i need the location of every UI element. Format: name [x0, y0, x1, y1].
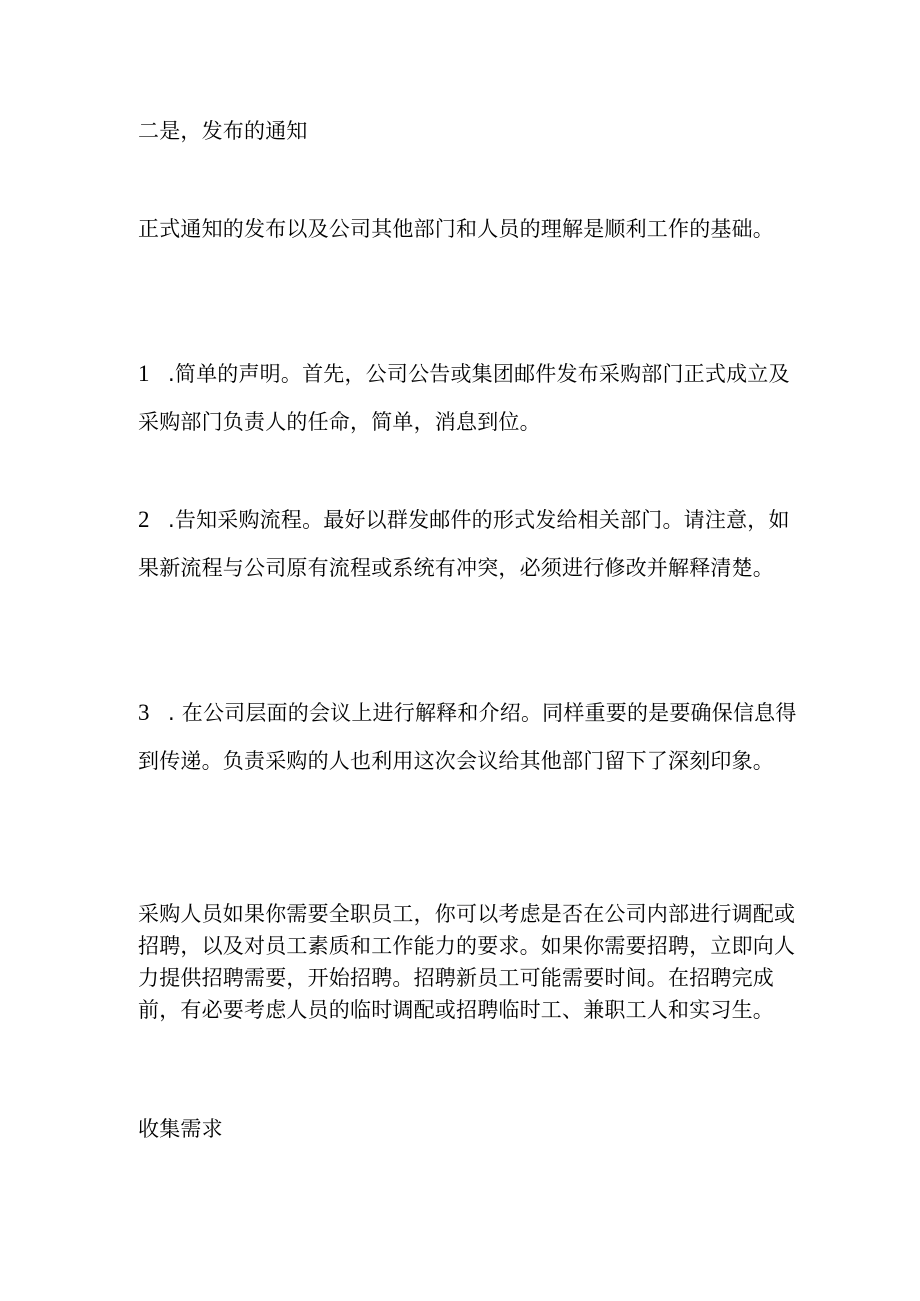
list-item-number: 3: [138, 700, 150, 725]
intro-paragraph: [138, 205, 798, 253]
paragraph-text: 采购人员如果你需要全职员工，你可以考虑是否在公司内部进行调配或招聘，以及对员工素质和工作能力的要求。如果你需要招聘，立即向人力提供招聘需要，开始招聘。招聘新员工可能需要时间。在招聘完成前，有必要考虑人员的临时调配或招聘临时工、兼职工人和实习生。: [138, 902, 796, 1022]
list-item-text: . 在公司层面的会议上进行解释和介绍。同样重要的是要确保信息得到传递。负责采购的人也利用这次会议给其他部门留下了深刻印象。: [138, 701, 797, 773]
list-item: [138, 496, 798, 592]
section-heading: [138, 1105, 798, 1153]
list-item-number: 1: [138, 361, 150, 386]
heading-text: 收集需求: [138, 1117, 223, 1141]
paragraph-text: 正式通知的发布以及公司其他部门和人员的理解是顺利工作的基础。: [138, 217, 774, 241]
list-item: [138, 689, 798, 785]
list-item: [138, 350, 798, 446]
section-heading: [138, 107, 798, 155]
list-item-number: 2: [138, 507, 150, 532]
list-item-text: .简单的声明。首先，公司公告或集团邮件发布采购部门正式成立及采购部门负责人的任命，简单，消息到位。: [138, 362, 790, 434]
list-item-text: .告知采购流程。最好以群发邮件的形式发给相关部门。请注意，如果新流程与公司原有流程或系统有冲突，必须进行修改并解释清楚。: [138, 508, 790, 580]
heading-text: 二是，发布的通知: [138, 119, 308, 143]
staffing-paragraph: [138, 898, 798, 1026]
